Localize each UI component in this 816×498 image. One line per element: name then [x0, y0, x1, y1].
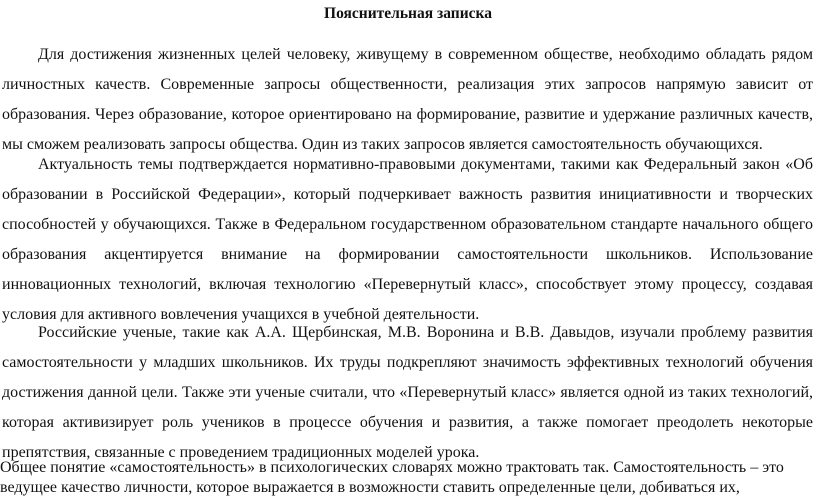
document-title: Пояснительная записка: [324, 5, 492, 22]
paragraph-researchers: Российские ученые, такие как А.А. Щербинская, М.В. Воронина и В.В. Давыдов, изучали проблему развития самостоятельности у младших школьников. Их труды подкрепляют значимость эффективных технологий обучения достижения данной цели. Также эти ученые считали, что «Перевернутый класс» является одной из таких технологий, которая активизирует роль учеников в процессе обучения и развития, а также помогает преодолеть некоторые препятствия, связанные с проведением традиционных моделей урока.: [2, 324, 813, 461]
paragraph-relevance: Актуальность темы подтверждается нормативно-правовыми документами, такими как Федеральный закон «Об образовании в Российской Федерации», который подчеркивает важность развития инициативности и творческих способностей у обучающихся. Также в Федеральном государственном образовательном стандарте начального общего образования акцентируется внимание на формировании самостоятельности школьников. Использование инновационных технологий, включая технологию «Перевернутый класс», способствует этому процессу, создавая условия для активного вовлечения учащихся в учебной деятельности.: [2, 156, 813, 323]
paragraph-intro: Для достижения жизненных целей человеку, живущему в современном обществе, необходимо обладать рядом личностных качеств. Современные запросы общественности, реализация этих запросов напрямую зависит от образования. Через образование, которое ориентировано на формирование, развитие и удержание различных качеств, мы сможем реализовать запросы общества. Один из таких запросов является самостоятельность обучающихся.: [2, 46, 813, 153]
paragraph-definition: Общее понятие «самостоятельность» в психологических словарях можно трактовать так. Самостоятельность – это ведущее качество личности, которое выражается в возможности ставить определенные цели, добиваться их,: [0, 459, 784, 496]
